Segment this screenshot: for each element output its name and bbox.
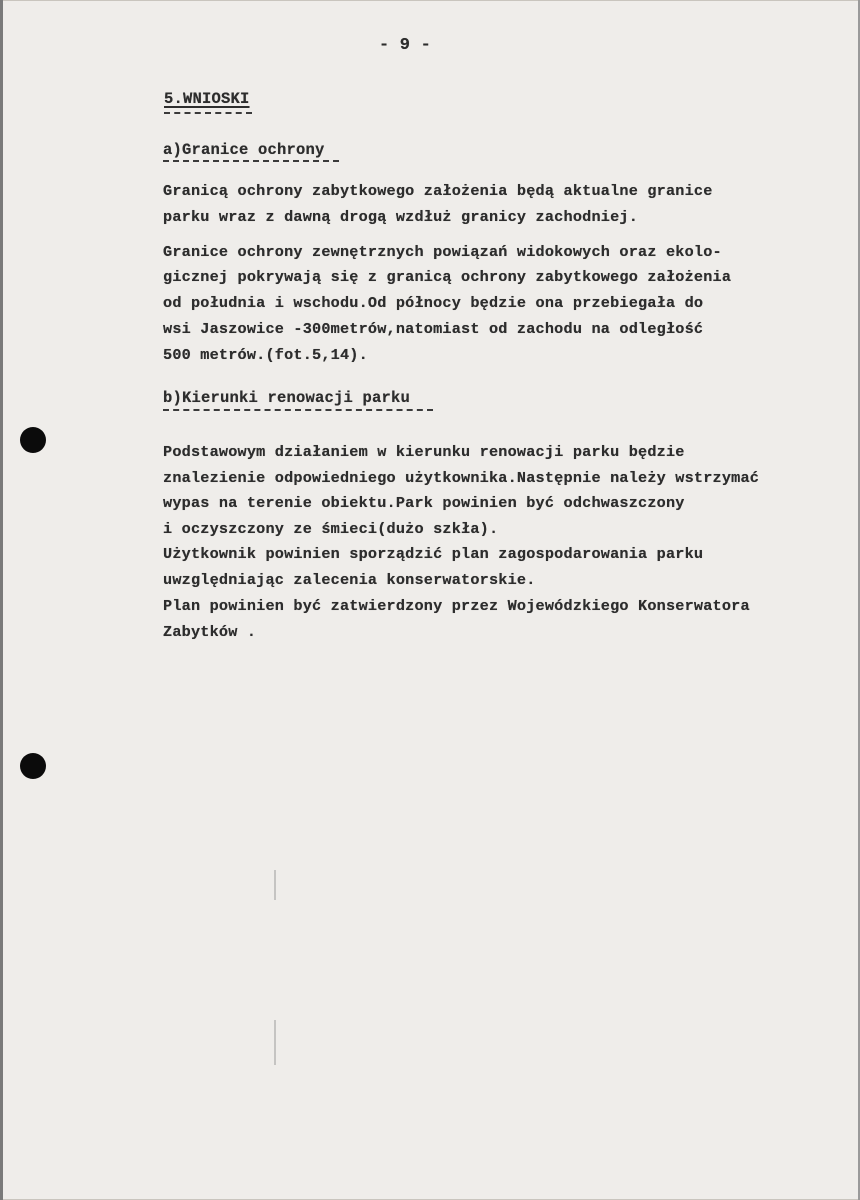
section-title-underline [164,112,252,114]
fold-mark-lower [274,1020,276,1065]
subsection-a-title: a)Granice ochrony [163,141,325,159]
paragraph-b-line-4: i oczyszczony ze śmieci(dużo szkła). [163,520,499,538]
page-edge-left [0,0,3,1200]
paragraph-b-line-7: Plan powinien być zatwierdzony przez Wojewódzkiego Konserwatora [163,597,750,615]
fold-mark-upper [274,870,276,900]
punch-hole-upper [20,427,46,453]
paragraph-b-line-8: Zabytków . [163,623,257,641]
subsection-b-underline [163,409,433,411]
paragraph-b-line-5: Użytkownik powinien sporządzić plan zagospodarowania parku [163,545,704,563]
page-number: - 9 - [379,36,432,55]
paragraph-a2-line-5: 500 metrów.(fot.5,14). [163,346,368,364]
paragraph-a1-line-1: Granicą ochrony zabytkowego założenia będą aktualne granice [163,182,713,200]
paragraph-a2-line-2: gicznej pokrywają się z granicą ochrony zabytkowego założenia [163,268,732,286]
paragraph-b-line-3: wypas na terenie obiektu.Park powinien być odchwaszczony [163,494,685,512]
paragraph-a2-line-3: od południa i wschodu.Od północy będzie ona przebiegała do [163,294,704,312]
paragraph-b-line-2: znalezienie odpowiedniego użytkownika.Następnie należy wstrzymać [163,469,760,487]
paragraph-b-line-1: Podstawowym działaniem w kierunku renowacji parku będzie [163,443,685,461]
subsection-b-title: b)Kierunki renowacji parku [163,389,411,407]
paragraph-a2-line-4: wsi Jaszowice -300metrów,natomiast od zachodu na odległość [163,320,704,338]
subsection-a-underline [163,160,339,162]
paragraph-a2-line-1: Granice ochrony zewnętrznych powiązań widokowych oraz ekolo- [163,243,722,261]
section-title: 5.WNIOSKI [164,90,250,108]
paragraph-b-line-6: uwzględniając zalecenia konserwatorskie. [163,571,536,589]
punch-hole-lower [20,753,46,779]
paragraph-a1-line-2: parku wraz z dawną drogą wzdłuż granicy zachodniej. [163,208,639,226]
